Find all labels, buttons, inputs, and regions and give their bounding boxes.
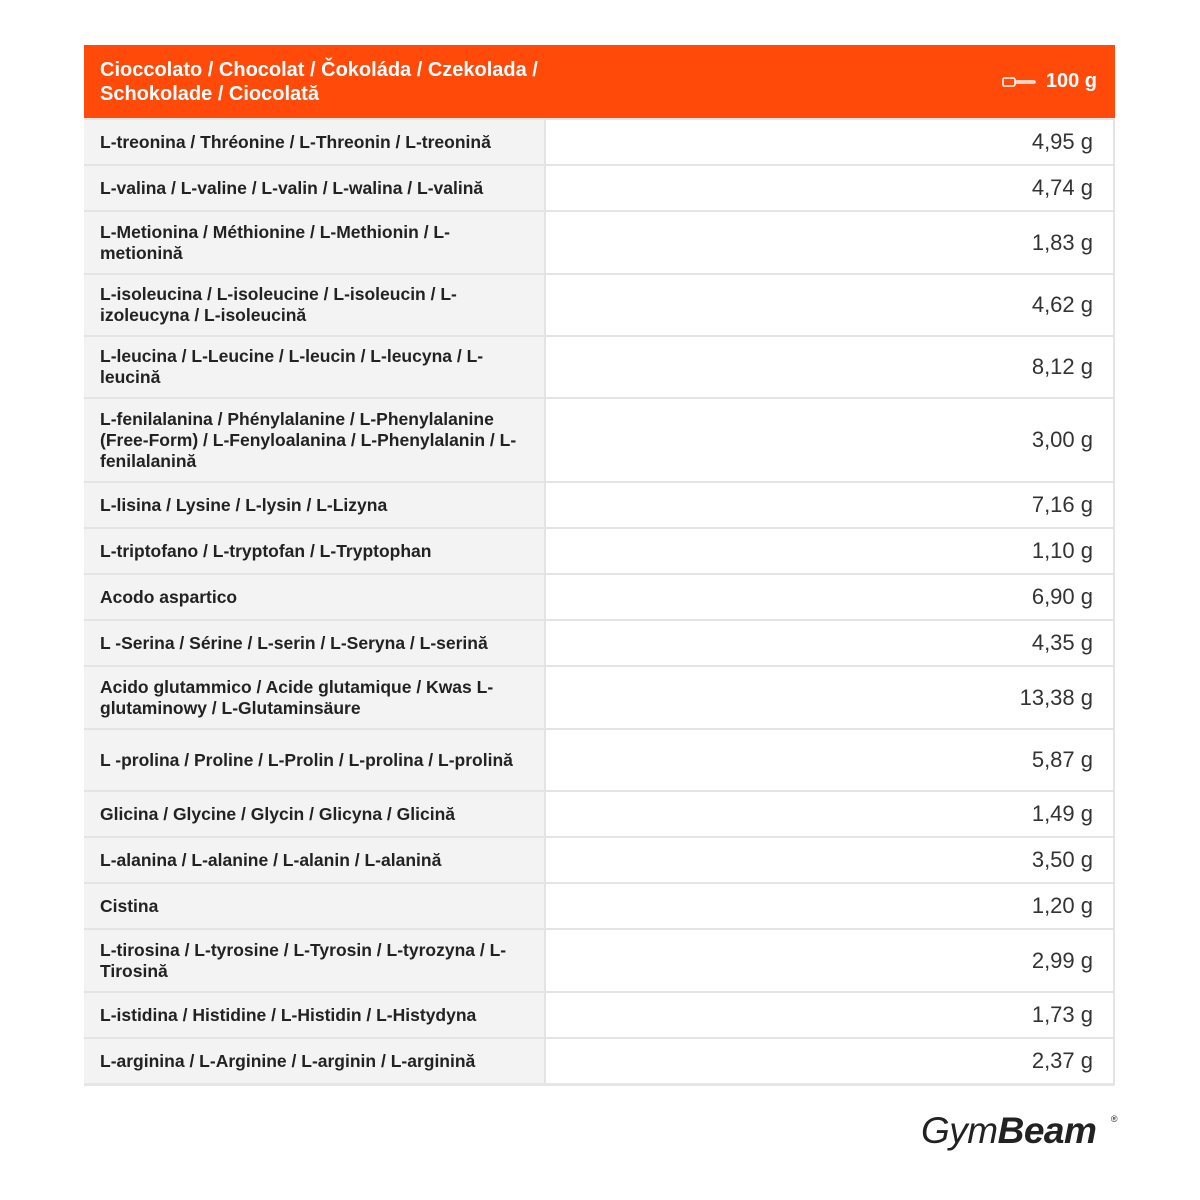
table-row [84,1037,1115,1083]
table-row [84,928,1115,991]
table-row [84,665,1115,728]
table-row [84,836,1115,882]
nutrient-name: L-tirosina / L-tyrosine / L-Tyrosin / L-tyrozyna / L-Tirosină [84,930,546,991]
nutrient-name: L-alanina / L-alanine / L-alanin / L-alanină [84,838,546,882]
nutrient-value: 13,38 g [546,667,1115,728]
registered-mark: ® [1110,1114,1117,1124]
nutrient-value: 2,37 g [546,1039,1115,1083]
nutrient-value: 3,50 g [546,838,1115,882]
nutrient-value: 4,62 g [546,275,1115,335]
nutrient-name: L-lisina / Lysine / L-lysin / L-Lizyna [84,483,546,527]
table-row [84,882,1115,928]
gymbeam-logo [921,1110,1117,1160]
amino-acid-table [84,45,1115,1086]
nutrient-name: Acodo aspartico [84,575,546,619]
nutrient-value: 8,12 g [546,337,1115,397]
table-row [84,619,1115,665]
scoop-icon [1002,75,1036,89]
table-row [84,210,1115,273]
table-row [84,397,1115,481]
serving-size-header [546,45,1115,118]
table-row [84,335,1115,397]
nutrient-name: L-treonina / Thréonine / L-Threonin / L-treonină [84,120,546,164]
serving-size-label: 100 g [1045,70,1097,92]
nutrient-value: 7,16 g [546,483,1115,527]
nutrient-value: 1,83 g [546,212,1115,273]
nutrient-name: L-arginina / L-Arginine / L-arginin / L-arginină [84,1039,546,1083]
nutrient-name: L -prolina / Proline / L-Prolin / L-prolina / L-prolină [84,730,546,790]
table-row [84,527,1115,573]
nutrient-value: 3,00 g [546,399,1115,481]
nutrient-name: L -Serina / Sérine / L-serin / L-Seryna / L-serină [84,621,546,665]
table-row [84,790,1115,836]
table-row [84,991,1115,1037]
nutrient-name: L-triptofano / L-tryptofan / L-Tryptophan [84,529,546,573]
nutrient-value: 4,95 g [546,120,1115,164]
nutrient-value: 1,20 g [546,884,1115,928]
nutrient-value: 4,35 g [546,621,1115,665]
nutrient-name: L-valina / L-valine / L-valin / L-walina / L-valină [84,166,546,210]
table-row [84,118,1115,164]
nutrient-name: Glicina / Glycine / Glycin / Glicyna / Glicină [84,792,546,836]
nutrient-name: L-istidina / Histidine / L-Histidin / L-Histydyna [84,993,546,1037]
nutrient-name: L-fenilalanina / Phénylalanine / L-Phenylalanine (Free-Form) / L-Fenyloalanina / L-Phenylalanin / L-fenilalanină [84,399,546,481]
table-row [84,573,1115,619]
nutrient-value: 2,99 g [546,930,1115,991]
table-body [84,118,1115,1083]
nutrient-name: Cistina [84,884,546,928]
nutrient-value: 5,87 g [546,730,1115,790]
nutrient-value: 1,73 g [546,993,1115,1037]
nutrient-name: L-isoleucina / L-isoleucine / L-isoleucin / L-izoleucyna / L-isoleucină [84,275,546,335]
nutrient-name: L-Metionina / Méthionine / L-Methionin / L-metionină [84,212,546,273]
nutrient-value: 1,10 g [546,529,1115,573]
table-header [84,45,1115,118]
nutrient-name: Acido glutammico / Acide glutamique / Kwas L-glutaminowy / L-Glutaminsäure [84,667,546,728]
nutrient-value: 6,90 g [546,575,1115,619]
nutrient-value: 4,74 g [546,166,1115,210]
nutrient-name: L-leucina / L-Leucine / L-leucin / L-leucyna / L-leucină [84,337,546,397]
table-row [84,164,1115,210]
logo-text-gym: Gym [921,1110,998,1151]
table-row [84,273,1115,335]
logo-text-beam: Beam [997,1110,1097,1151]
flavor-label: Cioccolato / Chocolat / Čokoláda / Czekolada / Schokolade / Ciocolată [84,45,546,118]
table-row [84,481,1115,527]
nutrient-value: 1,49 g [546,792,1115,836]
table-row [84,728,1115,790]
